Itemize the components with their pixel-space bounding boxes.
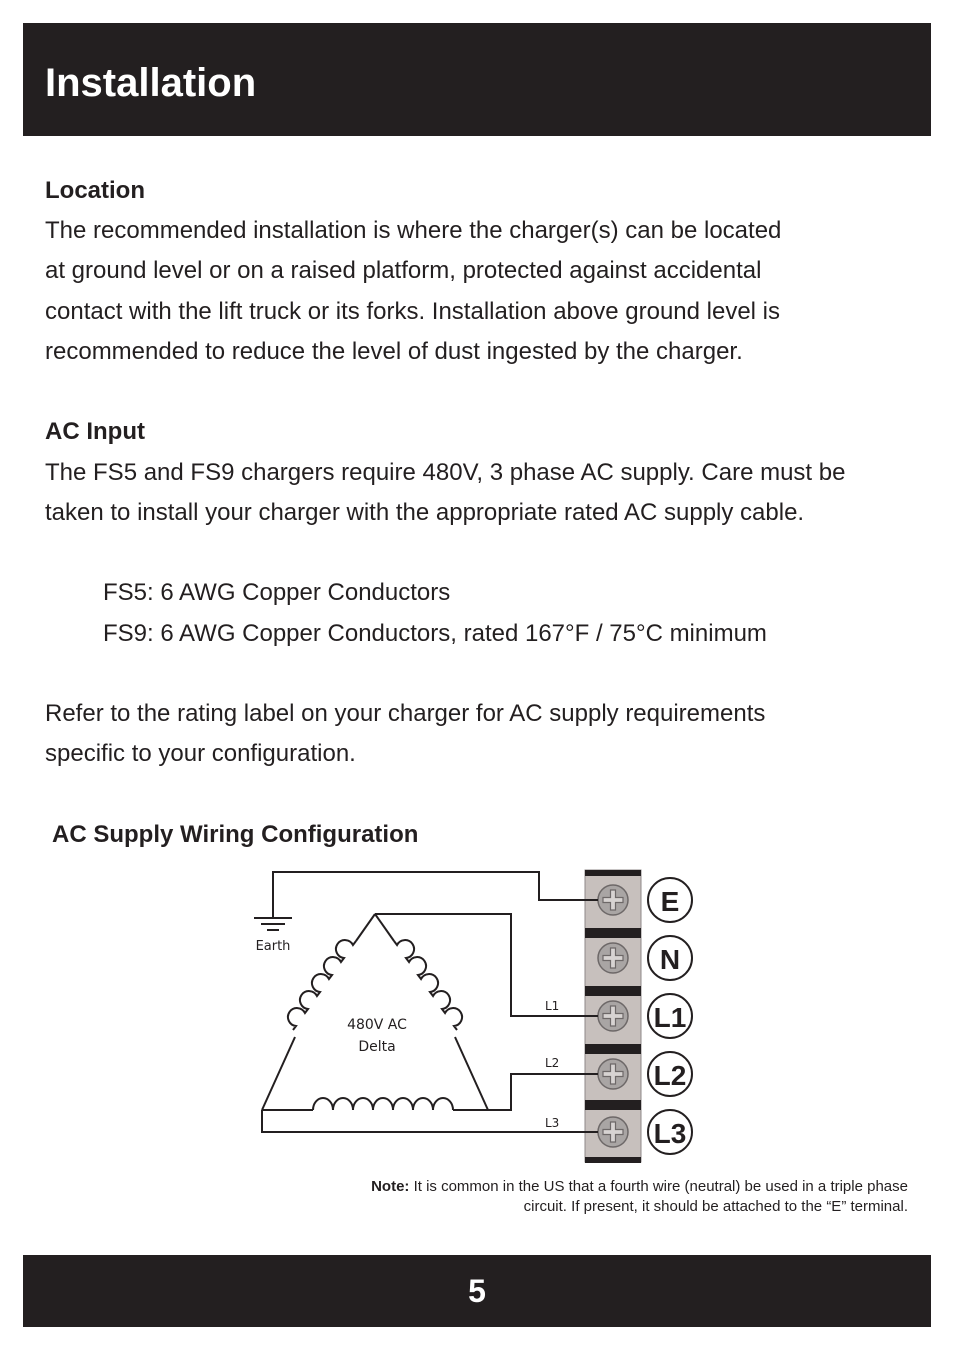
note-label: Note: — [371, 1178, 410, 1195]
terminal-label-e: E — [660, 886, 680, 917]
terminal-screw-e — [598, 885, 628, 915]
footer-bar — [23, 1255, 931, 1327]
coil-bottom — [313, 1098, 453, 1110]
refer-line: specific to your configuration. — [45, 740, 356, 768]
wiring-diagram — [240, 862, 710, 1166]
location-heading: Location — [45, 177, 145, 204]
page-number: 5 — [468, 1273, 486, 1309]
wire-label-l1: L1 — [545, 999, 560, 1013]
ac-input-line: taken to install your charger with the appropriate rated AC supply cable. — [45, 499, 805, 527]
location-line: at ground level or on a raised platform, protected against accidental — [45, 257, 762, 285]
ac-input-line: The FS5 and FS9 chargers require 480V, 3 phase AC supply. Care must be — [45, 459, 846, 486]
fs5-spec: FS5: 6 AWG Copper Conductors — [103, 579, 451, 606]
terminal-screw-n — [598, 943, 628, 973]
fs9-spec: FS9: 6 AWG Copper Conductors, rated 167°F / 75°C minimum — [103, 620, 767, 647]
ac-input-paragraph — [45, 453, 845, 534]
earth-icon — [254, 918, 292, 930]
ac-input-heading: AC Input — [45, 418, 145, 445]
delta-source — [262, 914, 488, 1110]
earth-wire — [273, 872, 598, 917]
coil-left — [288, 940, 356, 1030]
terminal-labels — [648, 878, 692, 1154]
wiring-heading: AC Supply Wiring Configuration — [52, 821, 419, 848]
wire-label-l2: L2 — [545, 1056, 560, 1070]
refer-line: Refer to the rating label on your charger for AC supply requirements — [45, 700, 766, 727]
terminal-screw-l3 — [598, 1117, 628, 1147]
l2-wire — [488, 1074, 598, 1110]
wiring-note — [348, 1177, 908, 1217]
terminal-label-l2: L2 — [653, 1060, 687, 1091]
wire-label-l3: L3 — [545, 1116, 560, 1130]
location-paragraph — [45, 211, 781, 372]
location-line: recommended to reduce the level of dust ingested by the charger. — [45, 337, 743, 365]
terminal-label-n: N — [659, 944, 681, 975]
note-text: It is common in the US that a fourth wire (neutral) be used in a triple phase circuit. If present, it should be attached to the “E” terminal. — [409, 1178, 908, 1215]
page-title: Installation — [45, 61, 257, 105]
source-label-voltage: 480V AC — [347, 1017, 407, 1033]
location-line: contact with the lift truck or its forks. Installation above ground level is — [45, 297, 781, 325]
location-line: The recommended installation is where the charger(s) can be located — [45, 217, 782, 244]
earth-label: Earth — [255, 939, 291, 954]
terminal-label-l3: L3 — [653, 1118, 687, 1149]
terminal-screw-l2 — [598, 1059, 628, 1089]
terminal-label-l1: L1 — [653, 1002, 687, 1033]
header-bar — [23, 23, 931, 136]
l1-wire — [375, 914, 598, 1016]
source-label-type: Delta — [358, 1039, 396, 1055]
terminal-screw-l1 — [598, 1001, 628, 1031]
refer-paragraph — [45, 694, 765, 775]
